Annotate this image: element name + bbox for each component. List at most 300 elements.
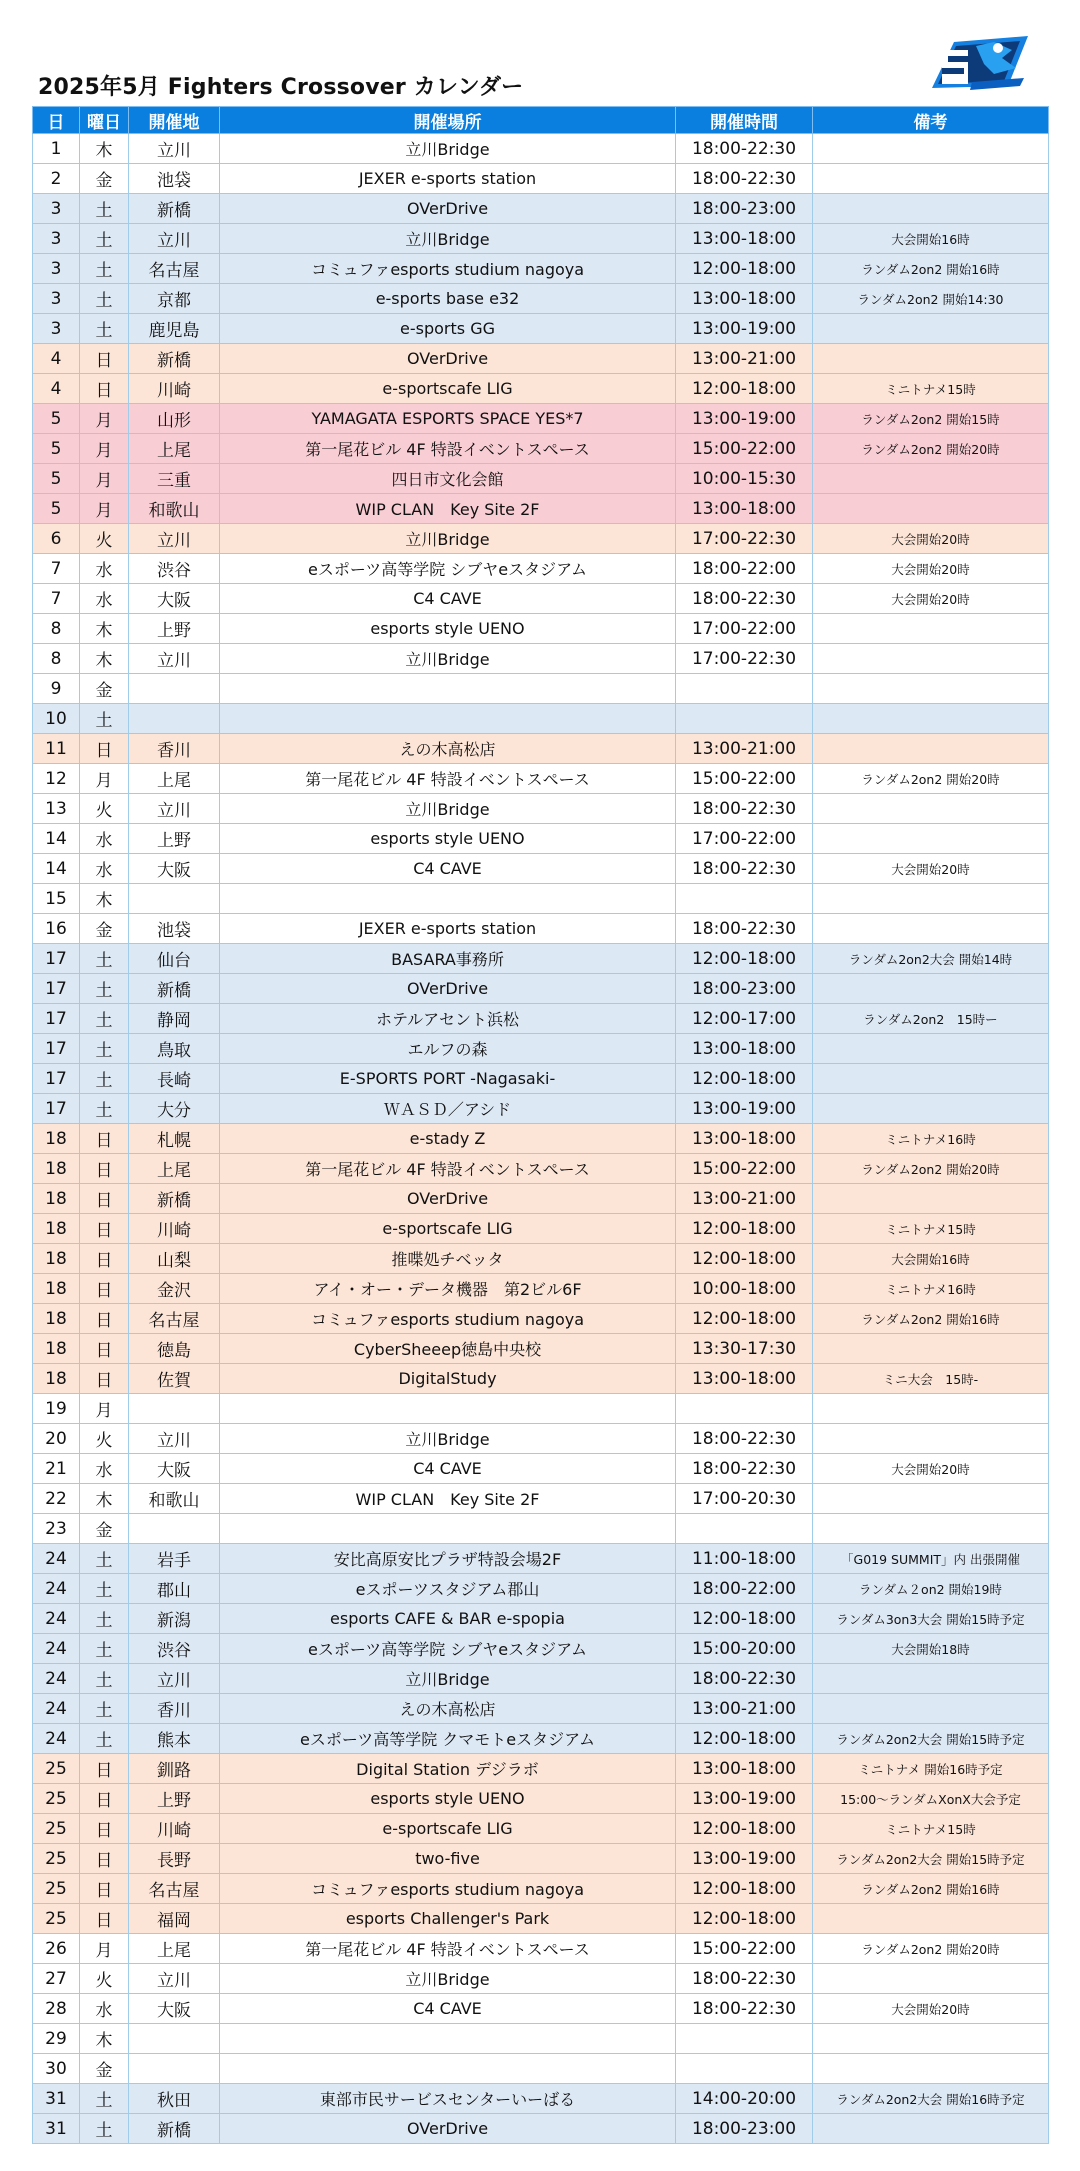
area-cell: 池袋	[129, 164, 220, 194]
notes-cell	[813, 884, 1049, 914]
table-row	[33, 2024, 1049, 2054]
table-row	[33, 554, 1049, 584]
day-cell: 24	[33, 1574, 80, 1604]
venue-cell: esports style UENO	[220, 614, 676, 644]
time-cell: 12:00-18:00	[676, 1214, 813, 1244]
weekday-cell: 火	[80, 1424, 129, 1454]
weekday-cell: 木	[80, 614, 129, 644]
day-cell: 25	[33, 1844, 80, 1874]
area-cell: 名古屋	[129, 1304, 220, 1334]
table-row	[33, 344, 1049, 374]
notes-cell: ランダム2on2 開始16時	[813, 1304, 1049, 1334]
day-cell: 20	[33, 1424, 80, 1454]
time-cell: 18:00-22:30	[676, 1454, 813, 1484]
time-cell	[676, 674, 813, 704]
table-row	[33, 524, 1049, 554]
area-cell: 上尾	[129, 764, 220, 794]
venue-cell: 第一尾花ビル 4F 特設イベントスペース	[220, 1154, 676, 1184]
weekday-cell: 水	[80, 554, 129, 584]
venue-cell: eスポーツスタジアム郡山	[220, 1574, 676, 1604]
day-cell: 10	[33, 704, 80, 734]
time-cell: 18:00-22:30	[676, 1424, 813, 1454]
day-cell: 8	[33, 614, 80, 644]
day-cell: 13	[33, 794, 80, 824]
venue-cell: コミュファesports studium nagoya	[220, 1304, 676, 1334]
time-cell: 18:00-23:00	[676, 2114, 813, 2144]
area-cell: 福岡	[129, 1904, 220, 1934]
venue-cell	[220, 1514, 676, 1544]
venue-cell: アイ・オー・データ機器 第2ビル6F	[220, 1274, 676, 1304]
area-cell: 三重	[129, 464, 220, 494]
weekday-cell: 金	[80, 1514, 129, 1544]
weekday-cell: 日	[80, 1184, 129, 1214]
area-cell: 新橋	[129, 2114, 220, 2144]
weekday-cell: 土	[80, 944, 129, 974]
table-row	[33, 374, 1049, 404]
venue-cell: esports style UENO	[220, 824, 676, 854]
venue-cell	[220, 674, 676, 704]
venue-cell: E-SPORTS PORT -Nagasaki-	[220, 1064, 676, 1094]
area-cell: 新橋	[129, 194, 220, 224]
venue-cell: 立川Bridge	[220, 224, 676, 254]
day-cell: 18	[33, 1214, 80, 1244]
weekday-cell: 日	[80, 734, 129, 764]
notes-cell: 「G019 SUMMIT」内 出張開催	[813, 1544, 1049, 1574]
notes-cell: ミニトナメ15時	[813, 1814, 1049, 1844]
notes-cell: ランダム2on2 15時ー	[813, 1004, 1049, 1034]
area-cell: 香川	[129, 734, 220, 764]
time-cell: 12:00-18:00	[676, 1604, 813, 1634]
table-row	[33, 1154, 1049, 1184]
time-cell: 18:00-22:30	[676, 134, 813, 164]
venue-cell: OVerDrive	[220, 974, 676, 1004]
weekday-cell: 土	[80, 224, 129, 254]
area-cell: 大分	[129, 1094, 220, 1124]
time-cell: 12:00-18:00	[676, 1904, 813, 1934]
table-row	[33, 1004, 1049, 1034]
notes-cell	[813, 164, 1049, 194]
day-cell: 7	[33, 584, 80, 614]
area-cell: 新橋	[129, 974, 220, 1004]
day-cell: 18	[33, 1304, 80, 1334]
venue-cell	[220, 884, 676, 914]
event-calendar-table	[32, 106, 1049, 2144]
time-cell: 13:00-21:00	[676, 344, 813, 374]
day-cell: 3	[33, 194, 80, 224]
area-cell: 大阪	[129, 1994, 220, 2024]
table-row	[33, 1544, 1049, 1574]
table-row	[33, 224, 1049, 254]
time-cell: 13:30-17:30	[676, 1334, 813, 1364]
weekday-cell: 月	[80, 1394, 129, 1424]
venue-cell: WIP CLAN Key Site 2F	[220, 1484, 676, 1514]
weekday-cell: 日	[80, 1334, 129, 1364]
time-cell: 18:00-22:30	[676, 1994, 813, 2024]
table-row	[33, 794, 1049, 824]
day-cell: 18	[33, 1154, 80, 1184]
venue-cell: Digital Station デジラボ	[220, 1754, 676, 1784]
time-cell: 15:00-20:00	[676, 1634, 813, 1664]
notes-cell	[813, 134, 1049, 164]
notes-cell	[813, 1964, 1049, 1994]
day-cell: 15	[33, 884, 80, 914]
weekday-cell: 火	[80, 524, 129, 554]
day-cell: 5	[33, 494, 80, 524]
weekday-cell: 土	[80, 1004, 129, 1034]
time-cell	[676, 1514, 813, 1544]
venue-cell: e-sports base e32	[220, 284, 676, 314]
venue-cell: YAMAGATA ESPORTS SPACE YES*7	[220, 404, 676, 434]
weekday-cell: 土	[80, 1034, 129, 1064]
notes-cell	[813, 2114, 1049, 2144]
time-cell: 15:00-22:00	[676, 764, 813, 794]
area-cell: 立川	[129, 794, 220, 824]
weekday-cell: 土	[80, 2084, 129, 2114]
time-cell: 10:00-15:30	[676, 464, 813, 494]
area-cell: 和歌山	[129, 1484, 220, 1514]
venue-cell: 立川Bridge	[220, 644, 676, 674]
table-row	[33, 704, 1049, 734]
weekday-cell: 月	[80, 494, 129, 524]
day-cell: 18	[33, 1364, 80, 1394]
time-cell: 18:00-23:00	[676, 974, 813, 1004]
table-header-row	[33, 107, 1049, 134]
day-cell: 21	[33, 1454, 80, 1484]
header-weekday: 曜日	[80, 107, 129, 134]
area-cell	[129, 2024, 220, 2054]
notes-cell: ランダム2on2 開始14:30	[813, 284, 1049, 314]
notes-cell	[813, 1424, 1049, 1454]
venue-cell: two-five	[220, 1844, 676, 1874]
notes-cell: 大会開始18時	[813, 1634, 1049, 1664]
time-cell: 15:00-22:00	[676, 1934, 813, 1964]
venue-cell: e-stady Z	[220, 1124, 676, 1154]
day-cell: 3	[33, 254, 80, 284]
notes-cell: ランダム2on2 開始20時	[813, 1934, 1049, 1964]
area-cell: 岩手	[129, 1544, 220, 1574]
time-cell: 13:00-19:00	[676, 1094, 813, 1124]
area-cell: 佐賀	[129, 1364, 220, 1394]
table-row	[33, 134, 1049, 164]
day-cell: 24	[33, 1544, 80, 1574]
time-cell: 13:00-18:00	[676, 1124, 813, 1154]
day-cell: 24	[33, 1724, 80, 1754]
venue-cell	[220, 704, 676, 734]
table-row	[33, 1844, 1049, 1874]
weekday-cell: 日	[80, 1244, 129, 1274]
venue-cell: eスポーツ高等学院 シブヤeスタジアム	[220, 554, 676, 584]
notes-cell: ランダム2on2 開始16時	[813, 1874, 1049, 1904]
day-cell: 18	[33, 1244, 80, 1274]
time-cell: 12:00-18:00	[676, 1304, 813, 1334]
time-cell	[676, 2024, 813, 2054]
time-cell: 12:00-18:00	[676, 1244, 813, 1274]
day-cell: 25	[33, 1874, 80, 1904]
table-row	[33, 1604, 1049, 1634]
notes-cell: 大会開始20時	[813, 524, 1049, 554]
venue-cell: C4 CAVE	[220, 854, 676, 884]
area-cell: 大阪	[129, 1454, 220, 1484]
weekday-cell: 土	[80, 704, 129, 734]
weekday-cell: 土	[80, 284, 129, 314]
time-cell	[676, 884, 813, 914]
area-cell: 立川	[129, 1664, 220, 1694]
table-row	[33, 764, 1049, 794]
notes-cell: ランダム2on2 開始20時	[813, 1154, 1049, 1184]
table-row	[33, 644, 1049, 674]
table-row	[33, 1964, 1049, 1994]
area-cell: 川崎	[129, 1814, 220, 1844]
day-cell: 17	[33, 944, 80, 974]
table-row	[33, 734, 1049, 764]
day-cell: 27	[33, 1964, 80, 1994]
day-cell: 17	[33, 1004, 80, 1034]
venue-cell: 第一尾花ビル 4F 特設イベントスペース	[220, 434, 676, 464]
page-title: 2025年5月 Fighters Crossover カレンダー	[38, 75, 524, 100]
weekday-cell: 木	[80, 884, 129, 914]
area-cell	[129, 1394, 220, 1424]
area-cell: 名古屋	[129, 254, 220, 284]
area-cell: 和歌山	[129, 494, 220, 524]
area-cell: 大阪	[129, 854, 220, 884]
notes-cell	[813, 614, 1049, 644]
weekday-cell: 月	[80, 464, 129, 494]
table-row	[33, 1064, 1049, 1094]
notes-cell: ランダム2on2大会 開始15時予定	[813, 1724, 1049, 1754]
table-row	[33, 1784, 1049, 1814]
table-row	[33, 194, 1049, 224]
time-cell: 12:00-18:00	[676, 374, 813, 404]
venue-cell: eスポーツ高等学院 クマモトeスタジアム	[220, 1724, 676, 1754]
notes-cell: ミニトナメ 開始16時予定	[813, 1754, 1049, 1784]
venue-cell: DigitalStudy	[220, 1364, 676, 1394]
area-cell: 秋田	[129, 2084, 220, 2114]
table-row	[33, 1754, 1049, 1784]
weekday-cell: 土	[80, 1094, 129, 1124]
table-row	[33, 1724, 1049, 1754]
table-row	[33, 164, 1049, 194]
notes-cell	[813, 1394, 1049, 1424]
notes-cell	[813, 674, 1049, 704]
venue-cell: えの木高松店	[220, 1694, 676, 1724]
time-cell: 13:00-18:00	[676, 1754, 813, 1784]
day-cell: 5	[33, 434, 80, 464]
weekday-cell: 月	[80, 404, 129, 434]
weekday-cell: 土	[80, 1724, 129, 1754]
venue-cell: 立川Bridge	[220, 524, 676, 554]
notes-cell: 大会開始20時	[813, 1454, 1049, 1484]
area-cell: 名古屋	[129, 1874, 220, 1904]
notes-cell: ランダム2on2 開始16時	[813, 254, 1049, 284]
weekday-cell: 木	[80, 1484, 129, 1514]
notes-cell	[813, 2054, 1049, 2084]
notes-cell	[813, 464, 1049, 494]
weekday-cell: 水	[80, 854, 129, 884]
table-row	[33, 1124, 1049, 1154]
notes-cell: 大会開始16時	[813, 1244, 1049, 1274]
time-cell: 15:00-22:00	[676, 434, 813, 464]
area-cell: 熊本	[129, 1724, 220, 1754]
venue-cell: 立川Bridge	[220, 794, 676, 824]
time-cell: 18:00-22:00	[676, 1574, 813, 1604]
notes-cell	[813, 1904, 1049, 1934]
weekday-cell: 日	[80, 1274, 129, 1304]
time-cell: 15:00-22:00	[676, 1154, 813, 1184]
weekday-cell: 月	[80, 434, 129, 464]
weekday-cell: 金	[80, 2054, 129, 2084]
weekday-cell: 火	[80, 1964, 129, 1994]
venue-cell: JEXER e-sports station	[220, 164, 676, 194]
area-cell	[129, 1514, 220, 1544]
table-row	[33, 1874, 1049, 1904]
area-cell: 上尾	[129, 1154, 220, 1184]
area-cell: 鹿児島	[129, 314, 220, 344]
day-cell: 12	[33, 764, 80, 794]
time-cell	[676, 704, 813, 734]
table-row	[33, 1814, 1049, 1844]
day-cell: 25	[33, 1754, 80, 1784]
header-area: 開催地	[129, 107, 220, 134]
weekday-cell: 木	[80, 644, 129, 674]
day-cell: 26	[33, 1934, 80, 1964]
day-cell: 18	[33, 1124, 80, 1154]
venue-cell: CyberSheeep徳島中央校	[220, 1334, 676, 1364]
venue-cell: ホテルアセント浜松	[220, 1004, 676, 1034]
notes-cell: ミニトナメ15時	[813, 1214, 1049, 1244]
area-cell: 渋谷	[129, 554, 220, 584]
notes-cell	[813, 344, 1049, 374]
day-cell: 1	[33, 134, 80, 164]
table-row	[33, 434, 1049, 464]
venue-cell: ＷＡＳＤ／アシド	[220, 1094, 676, 1124]
notes-cell	[813, 2024, 1049, 2054]
day-cell: 24	[33, 1664, 80, 1694]
venue-cell: BASARA事務所	[220, 944, 676, 974]
venue-cell: e-sports GG	[220, 314, 676, 344]
time-cell: 13:00-19:00	[676, 404, 813, 434]
notes-cell: ランダム2on2大会 開始15時予定	[813, 1844, 1049, 1874]
day-cell: 24	[33, 1694, 80, 1724]
day-cell: 6	[33, 524, 80, 554]
header-day: 日	[33, 107, 80, 134]
weekday-cell: 土	[80, 194, 129, 224]
time-cell: 12:00-18:00	[676, 1814, 813, 1844]
table-row	[33, 464, 1049, 494]
venue-cell	[220, 2054, 676, 2084]
time-cell: 14:00-20:00	[676, 2084, 813, 2114]
weekday-cell: 日	[80, 1904, 129, 1934]
day-cell: 14	[33, 824, 80, 854]
table-row	[33, 1304, 1049, 1334]
header-notes: 備考	[813, 107, 1049, 134]
weekday-cell: 土	[80, 2114, 129, 2144]
table-row	[33, 404, 1049, 434]
table-row	[33, 1994, 1049, 2024]
weekday-cell: 土	[80, 1544, 129, 1574]
notes-cell	[813, 1514, 1049, 1544]
notes-cell	[813, 1094, 1049, 1124]
notes-cell	[813, 1034, 1049, 1064]
notes-cell	[813, 644, 1049, 674]
table-body	[33, 134, 1049, 2144]
notes-cell	[813, 1184, 1049, 1214]
area-cell: 立川	[129, 224, 220, 254]
day-cell: 19	[33, 1394, 80, 1424]
venue-cell: JEXER e-sports station	[220, 914, 676, 944]
area-cell	[129, 2054, 220, 2084]
day-cell: 9	[33, 674, 80, 704]
day-cell: 31	[33, 2114, 80, 2144]
day-cell: 24	[33, 1634, 80, 1664]
venue-cell: C4 CAVE	[220, 584, 676, 614]
weekday-cell: 土	[80, 1694, 129, 1724]
area-cell: 立川	[129, 1424, 220, 1454]
day-cell: 25	[33, 1814, 80, 1844]
weekday-cell: 土	[80, 974, 129, 1004]
weekday-cell: 月	[80, 1934, 129, 1964]
weekday-cell: 土	[80, 1064, 129, 1094]
weekday-cell: 土	[80, 1604, 129, 1634]
notes-cell: ランダム2on2大会 開始14時	[813, 944, 1049, 974]
venue-cell: 立川Bridge	[220, 1964, 676, 1994]
header-time: 開催時間	[676, 107, 813, 134]
day-cell: 17	[33, 974, 80, 1004]
time-cell: 12:00-18:00	[676, 1724, 813, 1754]
area-cell: 山梨	[129, 1244, 220, 1274]
day-cell: 18	[33, 1274, 80, 1304]
table-row	[33, 884, 1049, 914]
notes-cell: 大会開始20時	[813, 584, 1049, 614]
area-cell: 仙台	[129, 944, 220, 974]
area-cell: 長野	[129, 1844, 220, 1874]
weekday-cell: 金	[80, 914, 129, 944]
notes-cell: ミニトナメ15時	[813, 374, 1049, 404]
area-cell: 立川	[129, 134, 220, 164]
weekday-cell: 土	[80, 254, 129, 284]
area-cell: 池袋	[129, 914, 220, 944]
notes-cell: ランダム２on2 開始19時	[813, 1574, 1049, 1604]
time-cell: 13:00-18:00	[676, 1364, 813, 1394]
notes-cell: 大会開始20時	[813, 1994, 1049, 2024]
table-row	[33, 1574, 1049, 1604]
notes-cell: ミニトナメ16時	[813, 1124, 1049, 1154]
day-cell: 29	[33, 2024, 80, 2054]
venue-cell: esports CAFE & BAR e-spopia	[220, 1604, 676, 1634]
weekday-cell: 日	[80, 1304, 129, 1334]
area-cell: 鳥取	[129, 1034, 220, 1064]
area-cell	[129, 674, 220, 704]
table-row	[33, 494, 1049, 524]
area-cell: 香川	[129, 1694, 220, 1724]
time-cell: 17:00-22:00	[676, 824, 813, 854]
table-row	[33, 1274, 1049, 1304]
time-cell: 10:00-18:00	[676, 1274, 813, 1304]
weekday-cell: 金	[80, 674, 129, 704]
area-cell: 大阪	[129, 584, 220, 614]
table-row	[33, 1394, 1049, 1424]
venue-cell: e-sportscafe LIG	[220, 1214, 676, 1244]
table-row	[33, 1694, 1049, 1724]
day-cell: 31	[33, 2084, 80, 2114]
weekday-cell: 日	[80, 1844, 129, 1874]
venue-cell: エルフの森	[220, 1034, 676, 1064]
weekday-cell: 月	[80, 764, 129, 794]
table-row	[33, 1514, 1049, 1544]
venue-cell: e-sportscafe LIG	[220, 1814, 676, 1844]
venue-cell: OVerDrive	[220, 344, 676, 374]
notes-cell	[813, 794, 1049, 824]
table-row	[33, 614, 1049, 644]
